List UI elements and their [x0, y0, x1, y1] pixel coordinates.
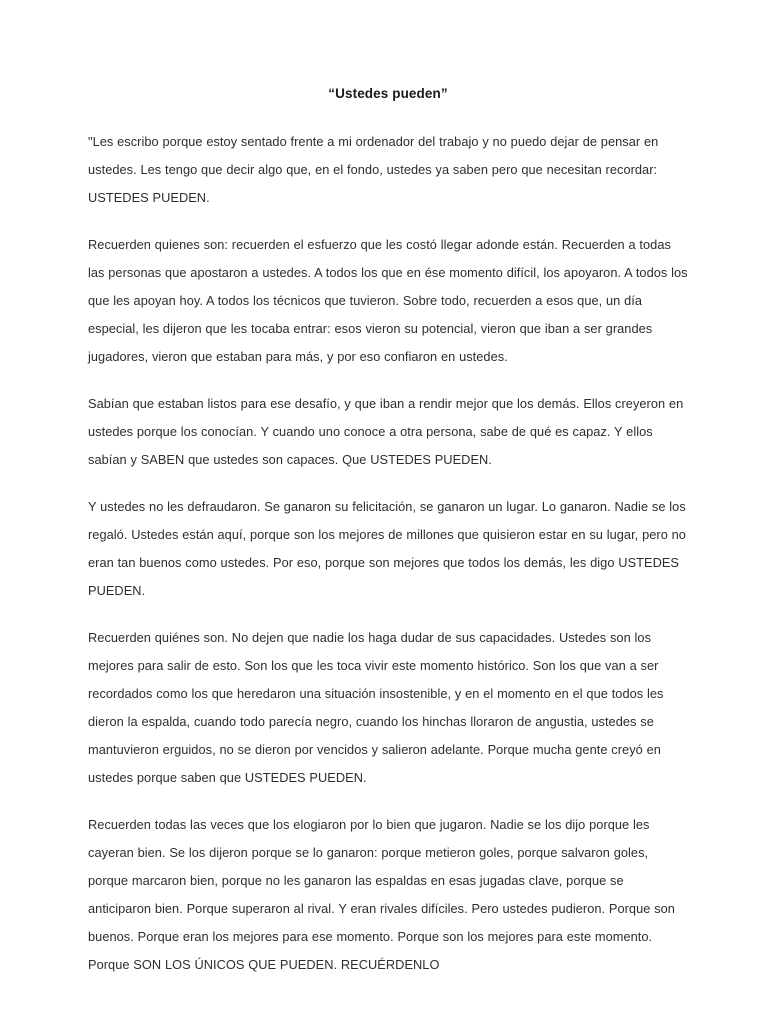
paragraph-4: Y ustedes no les defraudaron. Se ganaron su felicitación, se ganaron un lugar. Lo ganaron. Nadie se los regaló. Ustedes están aquí, porque son los mejores de millones que quisieron estar en su lugar, pero no eran tan buenos como ustedes. Por eso, porque son mejores que todos los demás, les digo USTEDES PUEDEN. — [88, 499, 686, 598]
page-title: “Ustedes pueden” — [328, 86, 448, 101]
paragraph-2: Recuerden quienes son: recuerden el esfuerzo que les costó llegar adonde están. Recuerden a todas las personas que apostaron a ustedes. A todos los que en ése momento difícil, los apoyaron. A todos los que les apoyan hoy. A todos los técnicos que tuvieron. Sobre todo, recuerden a esos que, un día especial, les dijeron que les tocaba entrar: esos vieron su potencial, vieron que iban a ser grandes jugadores, vieron que estaban para más, y por eso confiaron en ustedes. — [88, 237, 688, 364]
paragraph-5: Recuerden quiénes son. No dejen que nadie los haga dudar de sus capacidades. Ustedes son los mejores para salir de esto. Son los que les toca vivir este momento histórico. Son los que van a ser recordados como los que heredaron una situación insostenible, y en el momento en el que todos les dieron la espalda, cuando todo parecía negro, cuando los hinchas lloraron de angustia, ustedes se mantuvieron erguidos, no se dieron por vencidos y salieron adelante. Porque mucha gente creyó en ustedes porque saben que USTEDES PUEDEN. — [88, 630, 664, 785]
paragraph-6: Recuerden todas las veces que los elogiaron por lo bien que jugaron. Nadie se los dijo porque les cayeran bien. Se los dijeron porque se lo ganaron: porque metieron goles, porque salvaron goles, porque marcaron bien, porque no les ganaron las espaldas en esas jugadas clave, porque se anticiparon bien. Porque superaron al rival. Y eran rivales difíciles. Pero ustedes pudieron. Porque son buenos. Porque eran los mejores para ese momento. Porque son los mejores para este momento. Porque SON LOS ÚNICOS QUE PUEDEN. RECUÉRDENLO — [88, 817, 675, 972]
paragraph-1: "Les escribo porque estoy sentado frente a mi ordenador del trabajo y no puedo dejar de pensar en ustedes. Les tengo que decir algo que, en el fondo, ustedes ya saben pero que necesitan recordar: USTEDES PUEDEN. — [88, 134, 659, 205]
paragraph-3: Sabían que estaban listos para ese desafío, y que iban a rendir mejor que los demás. Ellos creyeron en ustedes porque los conocían. Y cuando uno conoce a otra persona, sabe de qué es capaz. Y ellos sabían y SABEN que ustedes son capaces. Que USTEDES PUEDEN. — [88, 396, 684, 467]
document-body — [88, 84, 688, 979]
